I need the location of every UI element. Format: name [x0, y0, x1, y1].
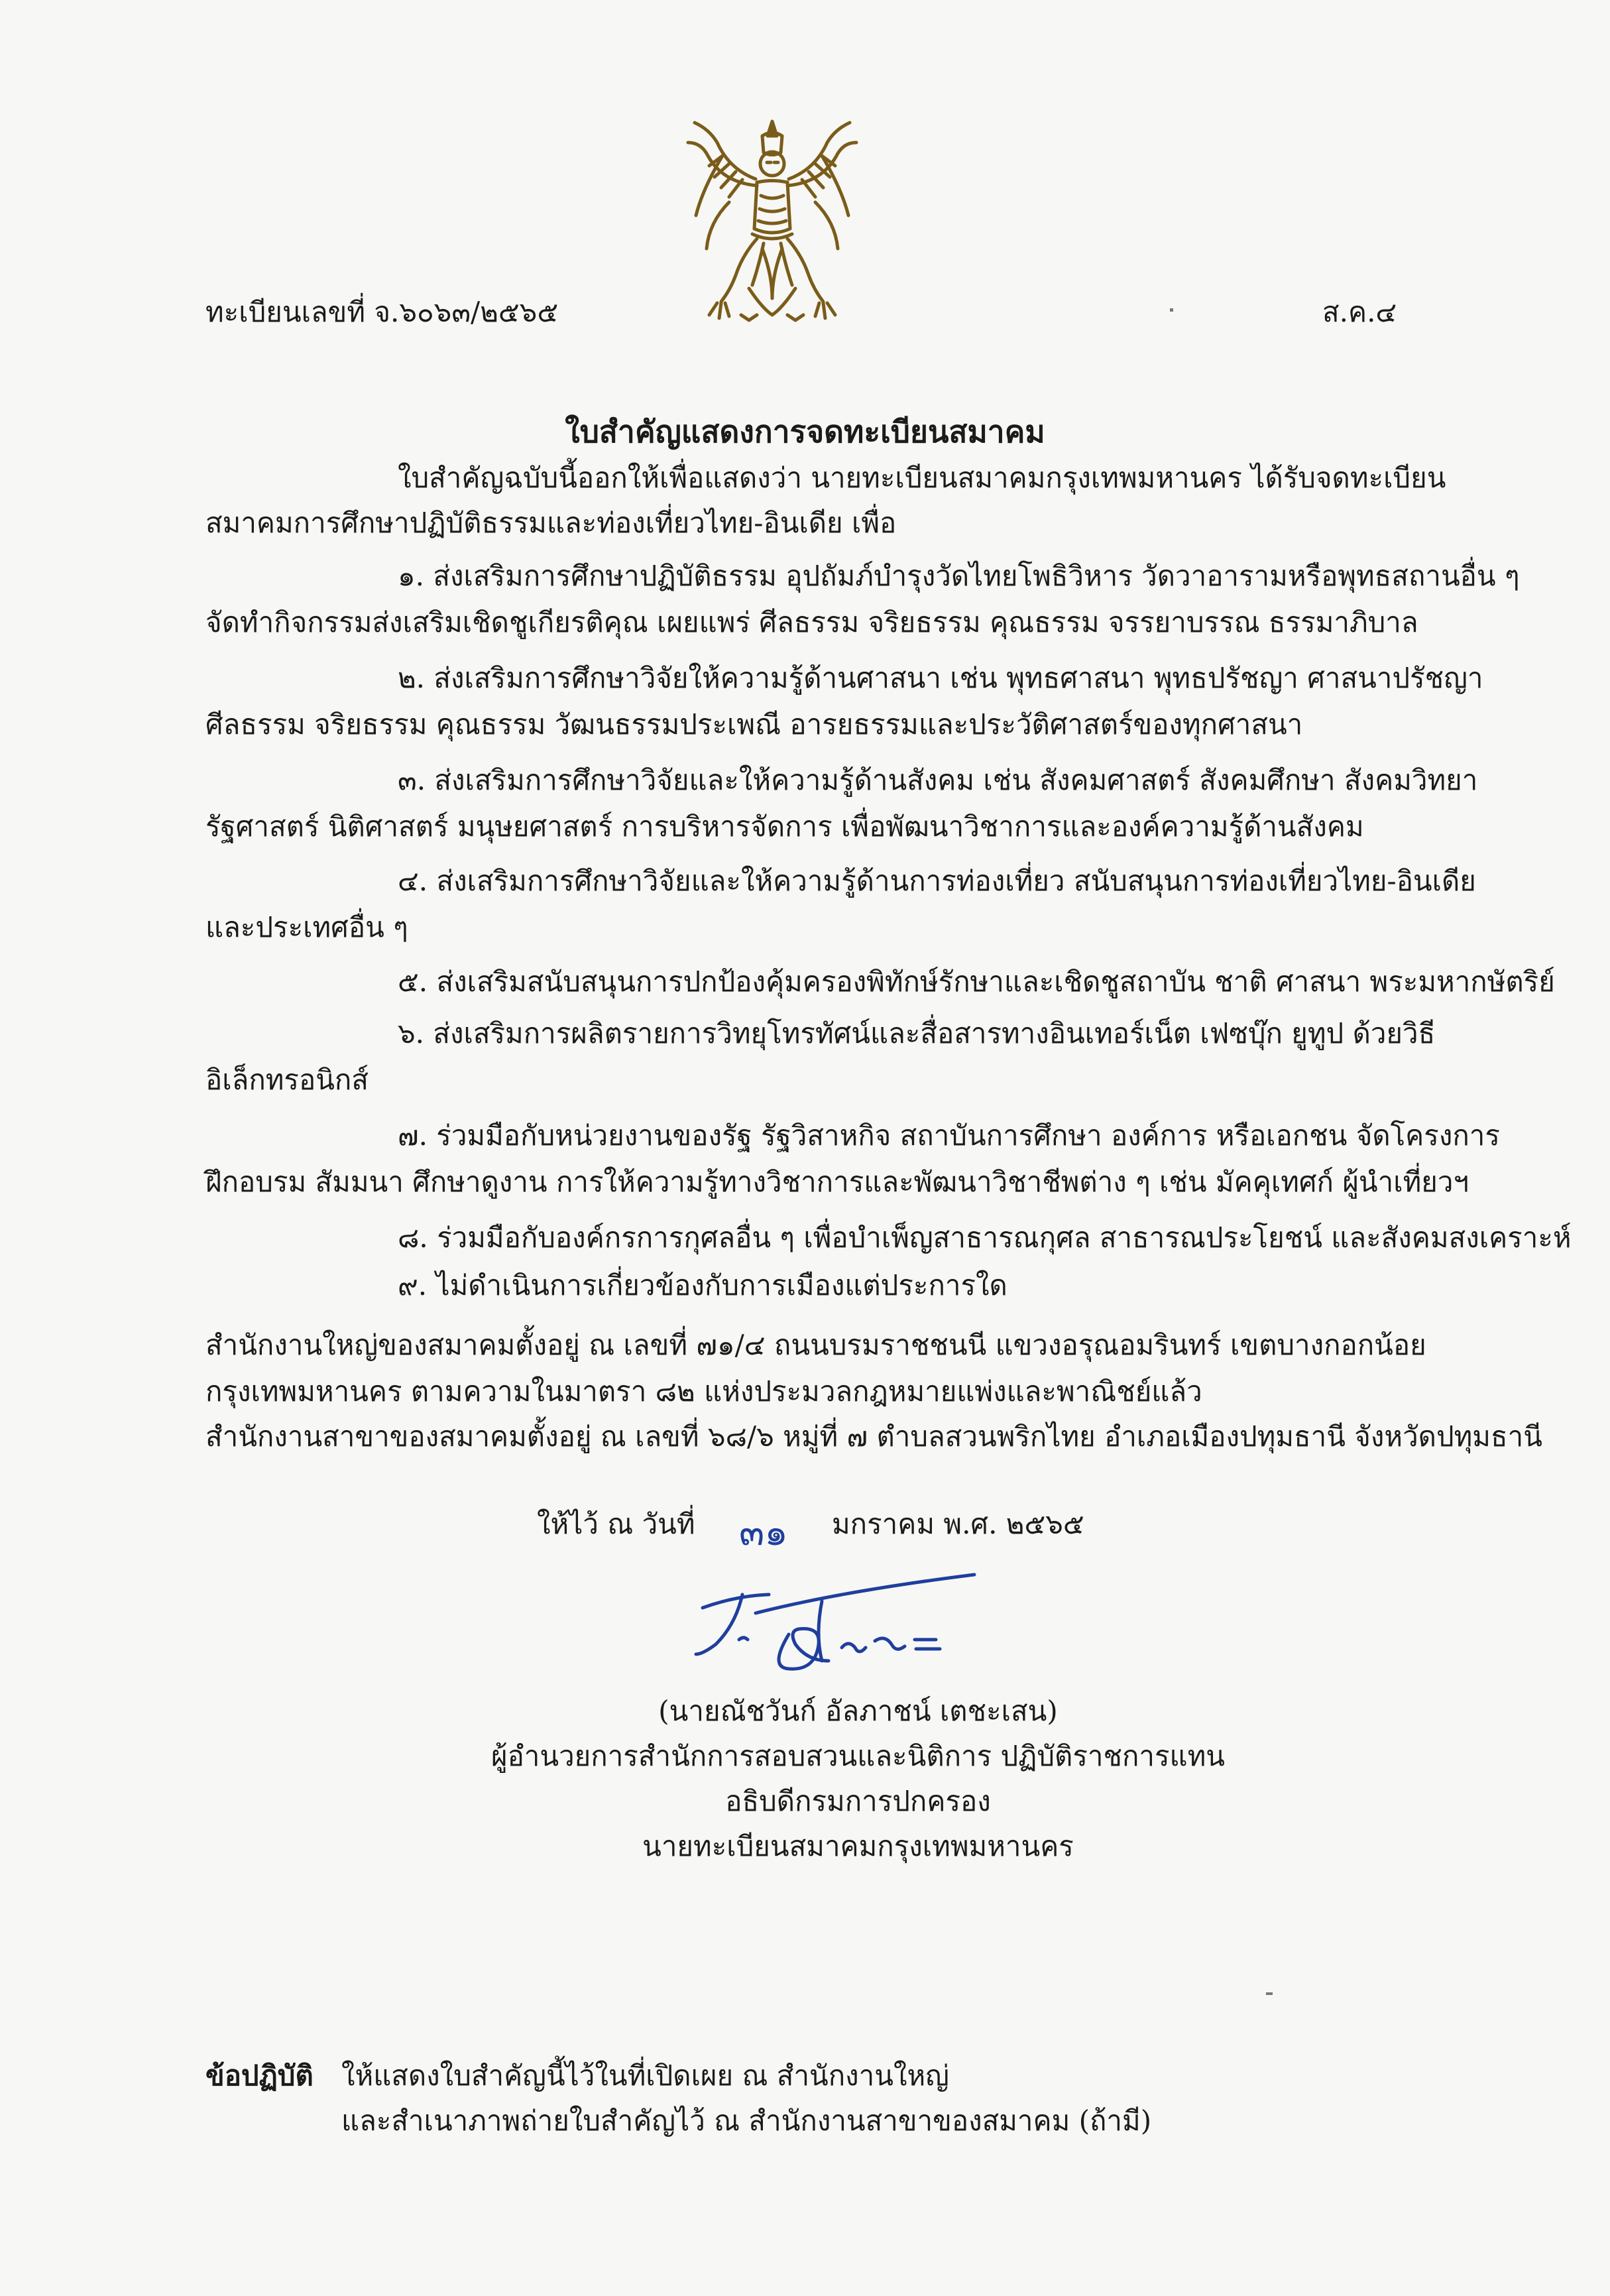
- date-day: ๓๑: [739, 1511, 788, 1554]
- signatory-position-3: นายทะเบียนสมาคมกรุงเทพมหานคร: [642, 1830, 1074, 1862]
- footer-line-1: ให้แสดงใบสำคัญนี้ไว้ในที่เปิดเผย ณ สำนักงานใหญ่: [341, 2059, 949, 2092]
- objective-7-line-2: ฝึกอบรม สัมมนา ศึกษาดูงาน การให้ความรู้ทางวิชาการและพัฒนาวิชาชีพต่าง ๆ เช่น มัคคุเทศก์ ผู้นำเที่ยวฯ: [205, 1166, 1469, 1198]
- garuda-emblem-icon: [683, 116, 862, 325]
- branch-office: สำนักงานสาขาของสมาคมตั้งอยู่ ณ เลขที่ ๖๘/๖ หมู่ที่ ๗ ตำบลสวนพริกไทย อำเภอเมืองปทุมธานี จังหวัดปทุมธานี: [205, 1420, 1542, 1453]
- objective-9-line-1: ๙. ไม่ดำเนินการเกี่ยวข้องกับการเมืองแต่ประการใด: [398, 1269, 1007, 1301]
- objective-5-line-1: ๕. ส่งเสริมสนับสนุนการปกป้องคุ้มครองพิทักษ์รักษาและเชิดชูสถาบัน ชาติ ศาสนา พระมหากษัตริย์: [398, 965, 1555, 998]
- signatory-name: (นายณัชวันก์ อัลภาชน์ เตชะเสน): [658, 1695, 1058, 1727]
- intro-line-2: สมาคมการศึกษาปฏิบัติธรรมและท่องเที่ยวไทย-อินเดีย เพื่อ: [205, 507, 897, 539]
- head-office-line-1: สำนักงานใหญ่ของสมาคมตั้งอยู่ ณ เลขที่ ๗๑/๔ ถนนบรมราชชนนี แขวงอรุณอมรินทร์ เขตบางกอกน้อย: [205, 1329, 1426, 1361]
- objective-4-line-2: และประเทศอื่น ๆ: [205, 911, 408, 943]
- objective-8-line-1: ๘. ร่วมมือกับองค์กรการกุศลอื่น ๆ เพื่อบำเพ็ญสาธารณกุศล สาธารณประโยชน์ และสังคมสงเคราะห์: [398, 1221, 1572, 1254]
- signatory-position-2: อธิบดีกรมการปกครอง: [725, 1785, 991, 1817]
- scan-speck: [1266, 1992, 1273, 1995]
- objective-3-line-1: ๓. ส่งเสริมการศึกษาวิจัยและให้ความรู้ด้านสังคม เช่น สังคมศาสตร์ สังคมศึกษา สังคมวิทยา: [398, 764, 1478, 796]
- objective-1-line-2: จัดทำกิจกรรมส่งเสริมเชิดชูเกียรติคุณ เผยแพร่ ศีลธรรม จริยธรรม คุณธรรม จรรยาบรรณ ธรรมาภิบาล: [205, 606, 1418, 638]
- objective-1-line-1: ๑. ส่งเสริมการศึกษาปฏิบัติธรรม อุปถัมภ์บำรุงวัดไทยโพธิวิหาร วัดวาอารามหรือพุทธสถานอื่น ๆ: [398, 560, 1520, 592]
- objective-4-line-1: ๔. ส่งเสริมการศึกษาวิจัยและให้ความรู้ด้านการท่องเที่ยว สนับสนุนการท่องเที่ยวไทย-อินเดีย: [398, 865, 1476, 897]
- date-month-year: มกราคม พ.ศ. ๒๕๖๕: [832, 1508, 1084, 1540]
- objective-6-line-1: ๖. ส่งเสริมการผลิตรายการวิทยุโทรทัศน์และสื่อสารทางอินเทอร์เน็ต เฟซบุ๊ก ยูทูป ด้วยวิธี: [398, 1017, 1436, 1050]
- footer-label: ข้อปฏิบัติ: [205, 2059, 314, 2092]
- registration-number: ทะเบียนเลขที่ จ.๖๐๖๓/๒๕๖๕: [205, 296, 559, 328]
- scan-speck: [1170, 308, 1173, 312]
- page-title: ใบสำคัญแสดงการจดทะเบียนสมาคม: [565, 414, 1045, 450]
- objective-7-line-1: ๗. ร่วมมือกับหน่วยงานของรัฐ รัฐวิสาหกิจ สถาบันการศึกษา องค์การ หรือเอกชน จัดโครงการ: [398, 1119, 1500, 1152]
- objective-2-line-2: ศีลธรรม จริยธรรม คุณธรรม วัฒนธรรมประเพณี อารยธรรมและประวัติศาสตร์ของทุกศาสนา: [205, 708, 1303, 741]
- objective-2-line-1: ๒. ส่งเสริมการศึกษาวิจัยให้ความรู้ด้านศาสนา เช่น พุทธศาสนา พุทธปรัชญา ศาสนาปรัชญา: [398, 662, 1483, 694]
- date-prefix: ให้ไว้ ณ วันที่: [537, 1508, 695, 1540]
- objective-6-line-2: อิเล็กทรอนิกส์: [205, 1063, 369, 1096]
- form-code: ส.ค.๔: [1322, 296, 1397, 328]
- signatory-position-1: ผู้อำนวยการสำนักการสอบสวนและนิติการ ปฏิบัติราชการแทน: [490, 1740, 1226, 1772]
- head-office-line-2: กรุงเทพมหานคร ตามความในมาตรา ๘๒ แห่งประมวลกฎหมายแพ่งและพาณิชย์แล้ว: [205, 1375, 1202, 1408]
- objective-3-line-2: รัฐศาสตร์ นิติศาสตร์ มนุษยศาสตร์ การบริหารจัดการ เพื่อพัฒนาวิชาการและองค์ความรู้ด้านสังคม: [205, 810, 1364, 843]
- footer-line-2: และสำเนาภาพถ่ายใบสำคัญไว้ ณ สำนักงานสาขาของสมาคม (ถ้ามี): [341, 2104, 1152, 2137]
- intro-line-1: ใบสำคัญฉบับนี้ออกให้เพื่อแสดงว่า นายทะเบียนสมาคมกรุงเทพมหานคร ได้รับจดทะเบียน: [398, 461, 1446, 494]
- handwritten-signature-icon: [689, 1561, 988, 1694]
